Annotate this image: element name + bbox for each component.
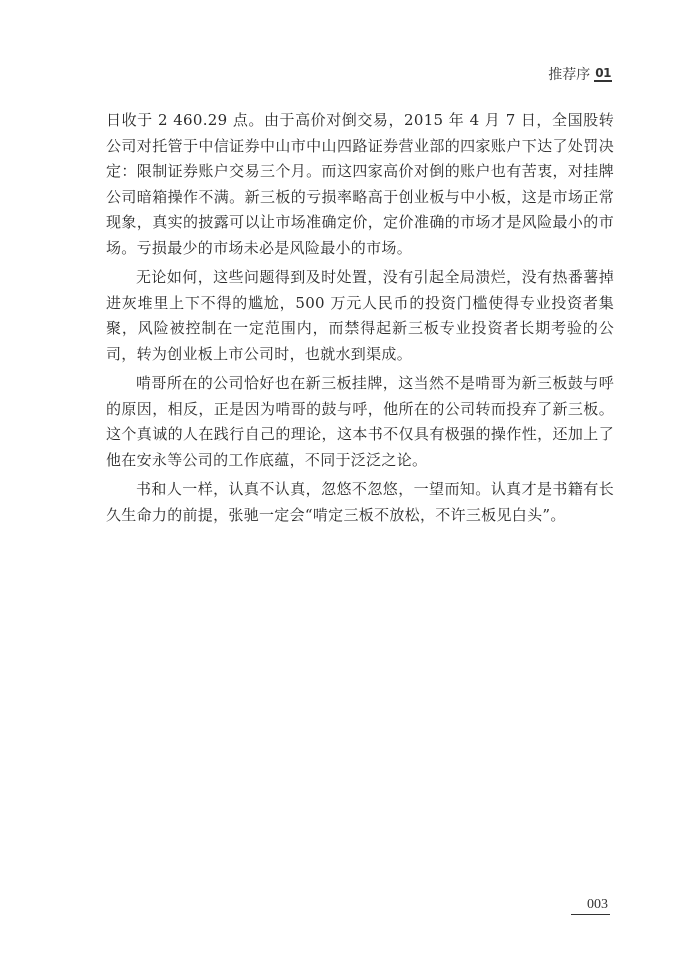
- paragraph: 啃哥所在的公司恰好也在新三板挂牌，这当然不是啃哥为新三板鼓与呼的原因，相反，正是因为啃哥的鼓与呼，他所在的公司转而投弃了新三板。这个真诚的人在践行自己的理论，这本书不仅具有极强的操作性，还加上了他在安永等公司的工作底蕴，不同于泛泛之论。: [106, 374, 614, 469]
- paragraph: 无论如何，这些问题得到及时处置，没有引起全局溃烂，没有热番薯掉进灰堆里上下不得的尴尬，500 万元人民币的投资门槛使得专业投资者集聚，风险被控制在一定范围内，而禁得起新三板专业投资者长期考验的公司，转为创业板上市公司时，也就水到渠成。: [106, 268, 614, 363]
- running-header-title: 推荐序: [548, 67, 591, 83]
- running-header: [548, 64, 612, 84]
- paragraph-continued: 日收于 2 460.29 点。由于高价对倒交易，2015 年 4 月 7 日，全国股转公司对托管于中信证券中山市中山四路证券营业部的四家账户下达了处罚决定：限制证券账户交易三个月。而这四家高价对倒的账户也有苦衷，对挂牌公司暗箱操作不满。新三板的亏损率略高于创业板与中小板，这是市场正常现象，真实的披露可以让市场准确定价，定价准确的市场才是风险最小的市场。亏损最少的市场未必是风险最小的市场。: [106, 111, 614, 257]
- page-number: 003: [571, 897, 610, 915]
- body-text: [106, 108, 614, 532]
- chapter-number-badge: 01: [595, 65, 611, 80]
- paragraph: 书和人一样，认真不认真，忽悠不忽悠，一望而知。认真才是书籍有长久生命力的前提，张驰一定会“啃定三板不放松，不许三板见白头”。: [106, 480, 614, 524]
